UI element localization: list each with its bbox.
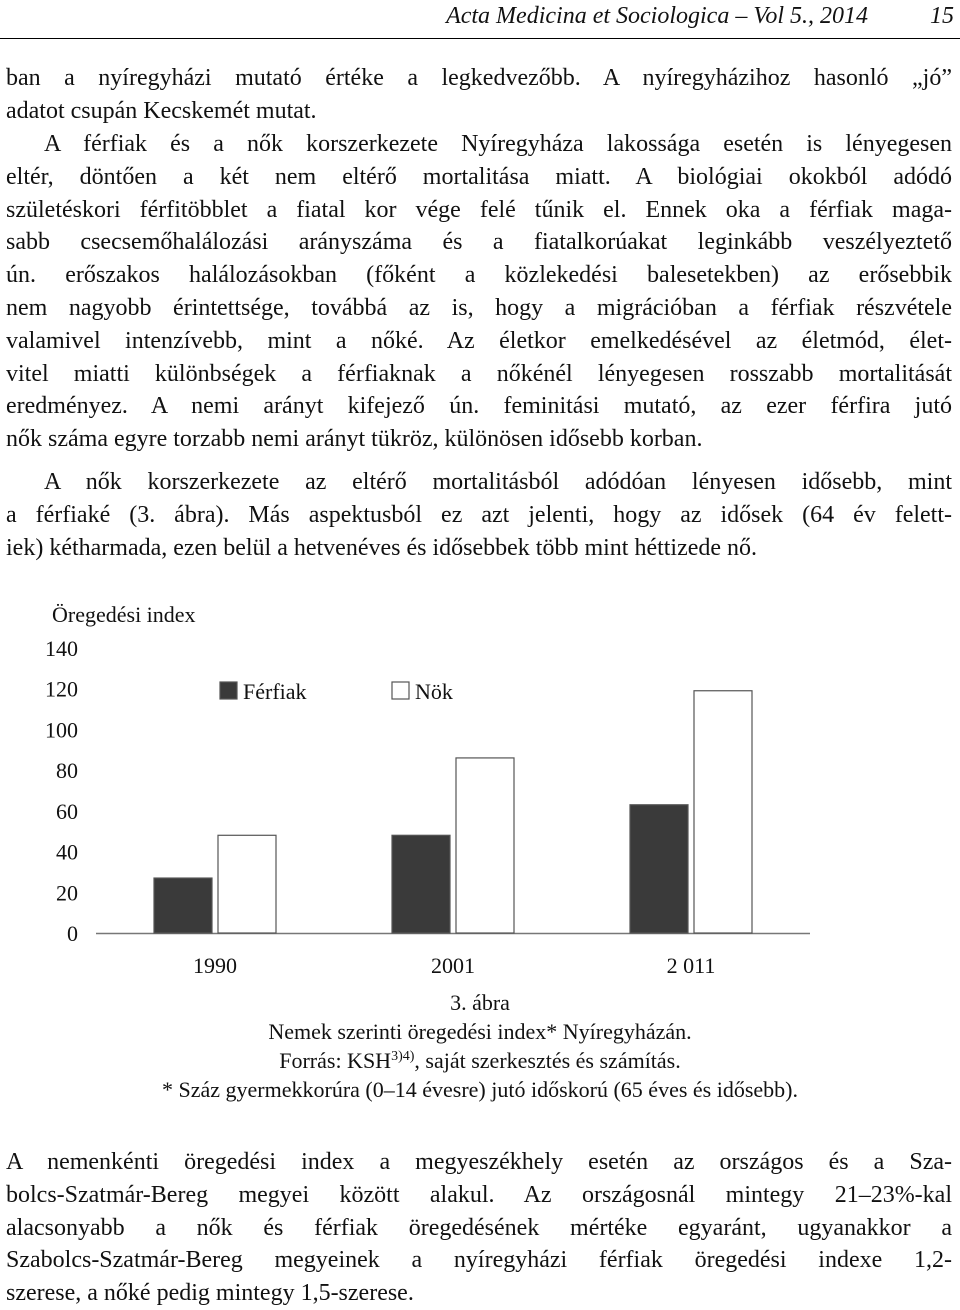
legend-swatch bbox=[392, 682, 409, 699]
y-tick-label: 0 bbox=[67, 921, 78, 946]
text-line: iek) kétharmada, ezen belül a hetvenéves és idősebbek több mint héttizede nő. bbox=[6, 534, 758, 561]
page-number: 15 bbox=[930, 3, 954, 29]
text-line: alacsonyabb a nők és férfiak öregedésének mértéke egyaránt, ugyanakkor a bbox=[6, 1214, 952, 1241]
text-line: ban a nyíregyházi mutató értéke a legkedvezőbb. A nyíregyházihoz hasonló „jó” bbox=[6, 65, 952, 91]
x-tick-label: 1990 bbox=[193, 953, 237, 978]
text-line: vitel miatti különbségek a férfiaknak a nőkénél lényegesen rosszabb mortalitását bbox=[6, 360, 952, 387]
aging-index-bar-chart bbox=[40, 598, 830, 988]
source-reference: 3)4) bbox=[391, 1049, 415, 1064]
text-line: ún. erőszakos halálozásokban (főként a közlekedési balesetekben) az erősebbik bbox=[6, 262, 952, 289]
figure-note: * Száz gyermekkorúra (0–14 évesre) jutó időskorú (65 éves és idősebb). bbox=[162, 1077, 798, 1102]
bar-ferfiak bbox=[154, 878, 212, 933]
legend-label: Férfiak bbox=[243, 679, 307, 704]
chart-title: Öregedési index bbox=[52, 602, 196, 627]
figure-source bbox=[0, 1046, 960, 1075]
text-line: nők száma egyre torzabb nemi arányt tükröz, különösen idősebb korban. bbox=[6, 426, 703, 453]
figure-caption bbox=[0, 988, 960, 1104]
running-header bbox=[0, 0, 960, 39]
text-line: Szabolcs-Szatmár-Bereg megyeinek a nyíregyházi férfiak öregedési indexe 1,2- bbox=[6, 1247, 952, 1274]
journal-title: Acta Medicina et Sociologica – Vol 5., 2014 bbox=[446, 3, 868, 29]
y-tick-label: 20 bbox=[56, 880, 78, 906]
text-line: eltér, döntően a két nem eltérő mortalitása miatt. A biológiai okokból adódó bbox=[6, 163, 952, 190]
bar-ferfiak bbox=[392, 835, 450, 933]
paragraph-1 bbox=[6, 62, 952, 128]
text-line: sabb csecsemőhalálozási arányszáma és a fiatalkorúakat leginkább veszélyeztető bbox=[6, 229, 952, 256]
paragraph-4 bbox=[6, 1146, 952, 1310]
text-line: A nők korszerkezete az eltérő mortalitásból adódóan lényesen idősebb, mint bbox=[44, 469, 952, 495]
bar-ferfiak bbox=[630, 805, 688, 933]
y-tick-label: 80 bbox=[56, 758, 78, 784]
text-line: nem nagyobb érintettsége, továbbá az is, hogy a migrációban a férfiak részvétele bbox=[6, 294, 952, 321]
text-line: bolcs-Szatmár-Bereg megyei között alakul. Az országosnál mintegy 21–23%-kal bbox=[6, 1181, 952, 1208]
x-tick-label: 2001 bbox=[431, 953, 475, 978]
text-line: eredményez. A nemi arányt kifejező ún. feminitási mutató, az ezer férfira jutó bbox=[6, 393, 952, 420]
y-tick-label: 60 bbox=[56, 798, 78, 824]
x-tick-label: 2 011 bbox=[666, 953, 716, 978]
paragraph-2 bbox=[6, 128, 952, 456]
legend-swatch bbox=[220, 682, 237, 699]
y-tick-label: 120 bbox=[45, 676, 78, 702]
text-line: A férfiak és a nők korszerkezete Nyíregyháza lakossága esetén is lényegesen bbox=[44, 131, 952, 157]
legend-label: Nök bbox=[415, 679, 453, 704]
y-tick-label: 140 bbox=[45, 636, 78, 661]
text-line: születéskori férfitöbblet a fiatal kor vége felé tűnik el. Ennek oka a férfiak maga- bbox=[6, 196, 952, 223]
y-tick-label: 40 bbox=[56, 839, 78, 865]
paragraph-3 bbox=[6, 466, 952, 564]
bar-nok bbox=[694, 691, 752, 933]
bar-nok bbox=[218, 835, 276, 933]
figure-label: 3. ábra bbox=[450, 990, 510, 1015]
text-line: szerese, a nőké pedig mintegy 1,5-szerese. bbox=[6, 1280, 414, 1307]
y-tick-label: 100 bbox=[45, 717, 78, 743]
text-line: valamivel intenzívebb, mint a nőké. Az életkor emelkedésével az életmód, élet- bbox=[6, 327, 952, 354]
source-prefix: Forrás: KSH bbox=[279, 1048, 392, 1073]
source-suffix: , saját szerkesztés és számítás. bbox=[414, 1048, 681, 1073]
text-line: A nemenkénti öregedési index a megyeszékhely esetén az országos és a Sza- bbox=[6, 1149, 952, 1175]
figure-title: Nemek szerinti öregedési index* Nyíregyházán. bbox=[268, 1019, 692, 1044]
text-line: adatot csupán Kecskemét mutat. bbox=[6, 97, 317, 124]
bar-nok bbox=[456, 758, 514, 933]
text-line: a férfiaké (3. ábra). Más aspektusból ez azt jelenti, hogy az idősek (64 év felett- bbox=[6, 501, 952, 528]
